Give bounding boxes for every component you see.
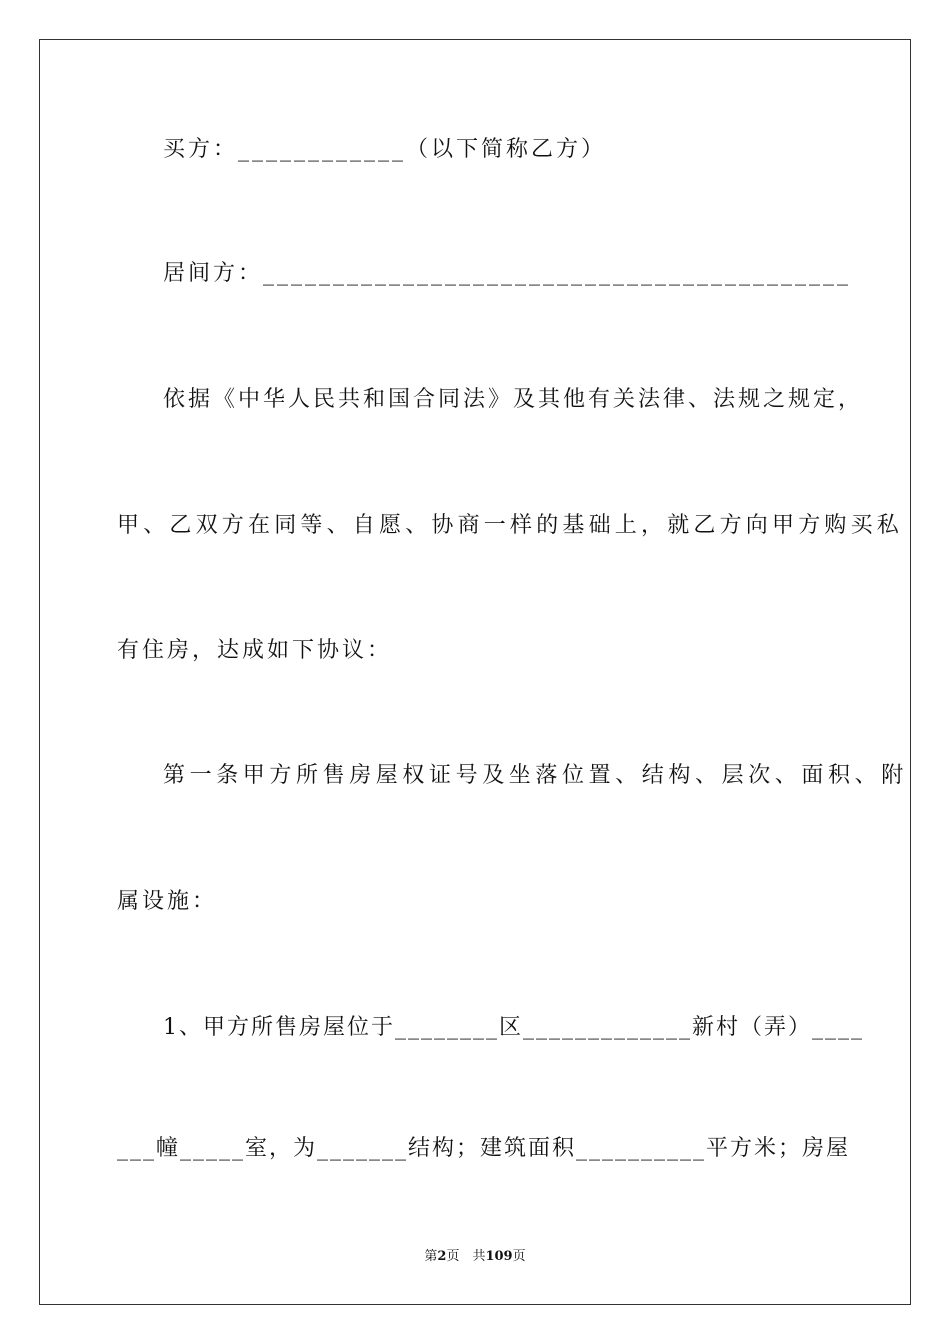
footer-prefix: 第	[424, 1249, 438, 1264]
preamble-line-1: 依据《中华人民共和国合同法》及其他有关法律、法规之规定，	[163, 387, 864, 412]
footer-suffix: 页	[512, 1249, 526, 1264]
buyer-line: 买方：____________（以下简称乙方）	[163, 137, 607, 162]
footer-mid: 页 共	[446, 1249, 486, 1264]
intermediary-line: 居间方：__________________________________________	[163, 261, 852, 286]
footer-page-total: 109	[485, 1249, 513, 1264]
footer-page-current: 2	[437, 1249, 447, 1264]
page-border	[39, 39, 911, 1305]
article-1-heading-line-2: 属设施：	[117, 889, 218, 914]
clause-1-line-1: 1、甲方所售房屋位于________区_____________新村（弄）____	[163, 1015, 864, 1040]
page-footer	[0, 1248, 950, 1266]
preamble-line-3: 有住房，达成如下协议：	[117, 638, 393, 663]
article-1-heading-line-1: 第一条甲方所售房屋权证号及坐落位置、结构、层次、面积、附	[163, 763, 908, 788]
preamble-line-2: 甲、乙双方在同等、自愿、协商一样的基础上，就乙方向甲方购买私	[117, 513, 904, 538]
clause-1-line-2: ___幢_____室，为_______结构；建筑面积__________平方米；房屋	[117, 1136, 851, 1161]
